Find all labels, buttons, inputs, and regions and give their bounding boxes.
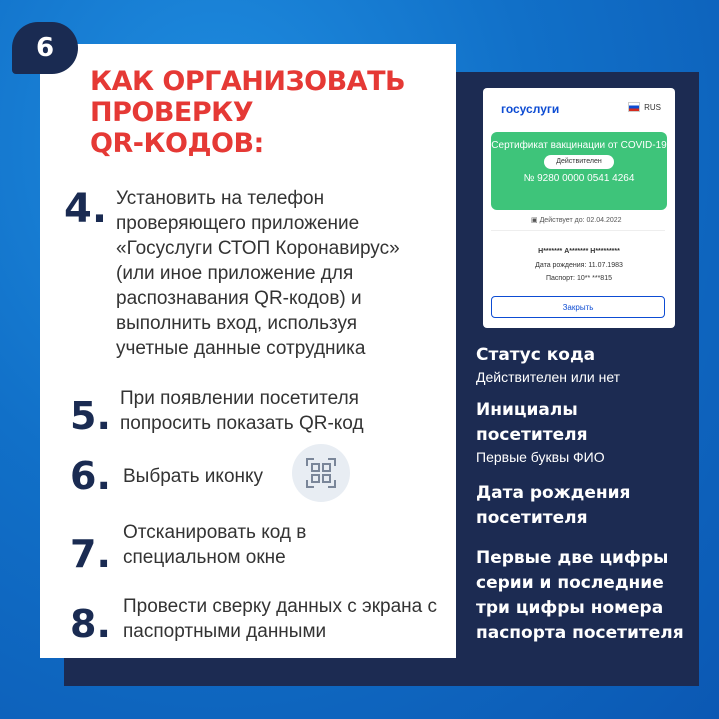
title-line-1: КАК ОРГАНИЗОВАТЬ	[90, 66, 406, 97]
legend-heading: Статус кода	[476, 345, 596, 365]
russian-flag-icon	[628, 102, 640, 112]
step-text: При появлении посетителя попросить показать QR-код	[120, 388, 364, 434]
birth-date: Дата рождения: 11.07.1983	[535, 262, 623, 269]
step-text: Выбрать иконку	[123, 466, 264, 487]
valid-until-text: Действует до: 02.04.2022	[539, 217, 622, 224]
certificate-title: Сертификат вакцинации от COVID-19	[491, 140, 667, 151]
gosuslugi-logo: госуслуги	[501, 102, 560, 116]
gosuslugi-phone-screen	[483, 88, 675, 328]
vaccination-certificate	[491, 132, 667, 210]
legend-birth-date	[476, 481, 706, 531]
legend-passport	[476, 546, 696, 646]
step-number: 8.	[70, 602, 111, 646]
language-selector[interactable]	[628, 102, 661, 112]
divider	[491, 230, 665, 231]
step-4	[64, 186, 444, 361]
step-5	[70, 386, 450, 436]
legend-heading: Дата рождения посетителя	[476, 483, 631, 528]
legend-subtext: Действителен или нет	[476, 369, 621, 385]
page-title	[90, 66, 405, 159]
passport-number: Паспорт: 10** ***815	[546, 275, 612, 282]
instructions-card	[40, 44, 456, 658]
step-6	[70, 456, 300, 496]
legend-heading: Инициалы посетителя	[476, 400, 588, 445]
legend-status	[476, 343, 706, 386]
step-badge: 6	[12, 22, 78, 74]
qr-scan-icon	[292, 444, 350, 502]
valid-until	[531, 216, 622, 224]
step-number: 5.	[70, 394, 111, 438]
step-text: Отсканировать код в специальном окне	[123, 522, 307, 568]
visitor-initials: Н******* А******* Н*********	[538, 248, 620, 255]
calendar-icon: ▣	[531, 217, 540, 224]
title-line-3: QR-КОДОВ:	[90, 128, 264, 159]
legend-initials	[476, 398, 676, 466]
step-number: 7.	[70, 532, 111, 576]
certificate-number: № 9280 0000 0541 4264	[523, 173, 635, 184]
step-number: 4.	[64, 186, 108, 232]
step-7	[70, 520, 450, 574]
step-text: Установить на телефон проверяющего приложение «Госуслуги СТОП Коронавирус» (или иное приложение для распознавания QR-кодов) и выполнить вход, используя учетные данные сотрудника	[116, 188, 400, 359]
status-badge: Действителен	[544, 155, 614, 169]
legend-subtext: Первые буквы ФИО	[476, 449, 605, 465]
step-8	[70, 594, 455, 644]
title-line-2: ПРОВЕРКУ	[90, 97, 254, 128]
legend-heading: Первые две цифры серии и последние три цифры номера паспорта посетителя	[476, 548, 684, 643]
language-label: RUS	[644, 102, 661, 112]
step-number: 6.	[70, 454, 111, 498]
close-button[interactable]: Закрыть	[491, 296, 665, 318]
step-text: Провести сверку данных с экрана с паспортными данными	[123, 596, 437, 642]
